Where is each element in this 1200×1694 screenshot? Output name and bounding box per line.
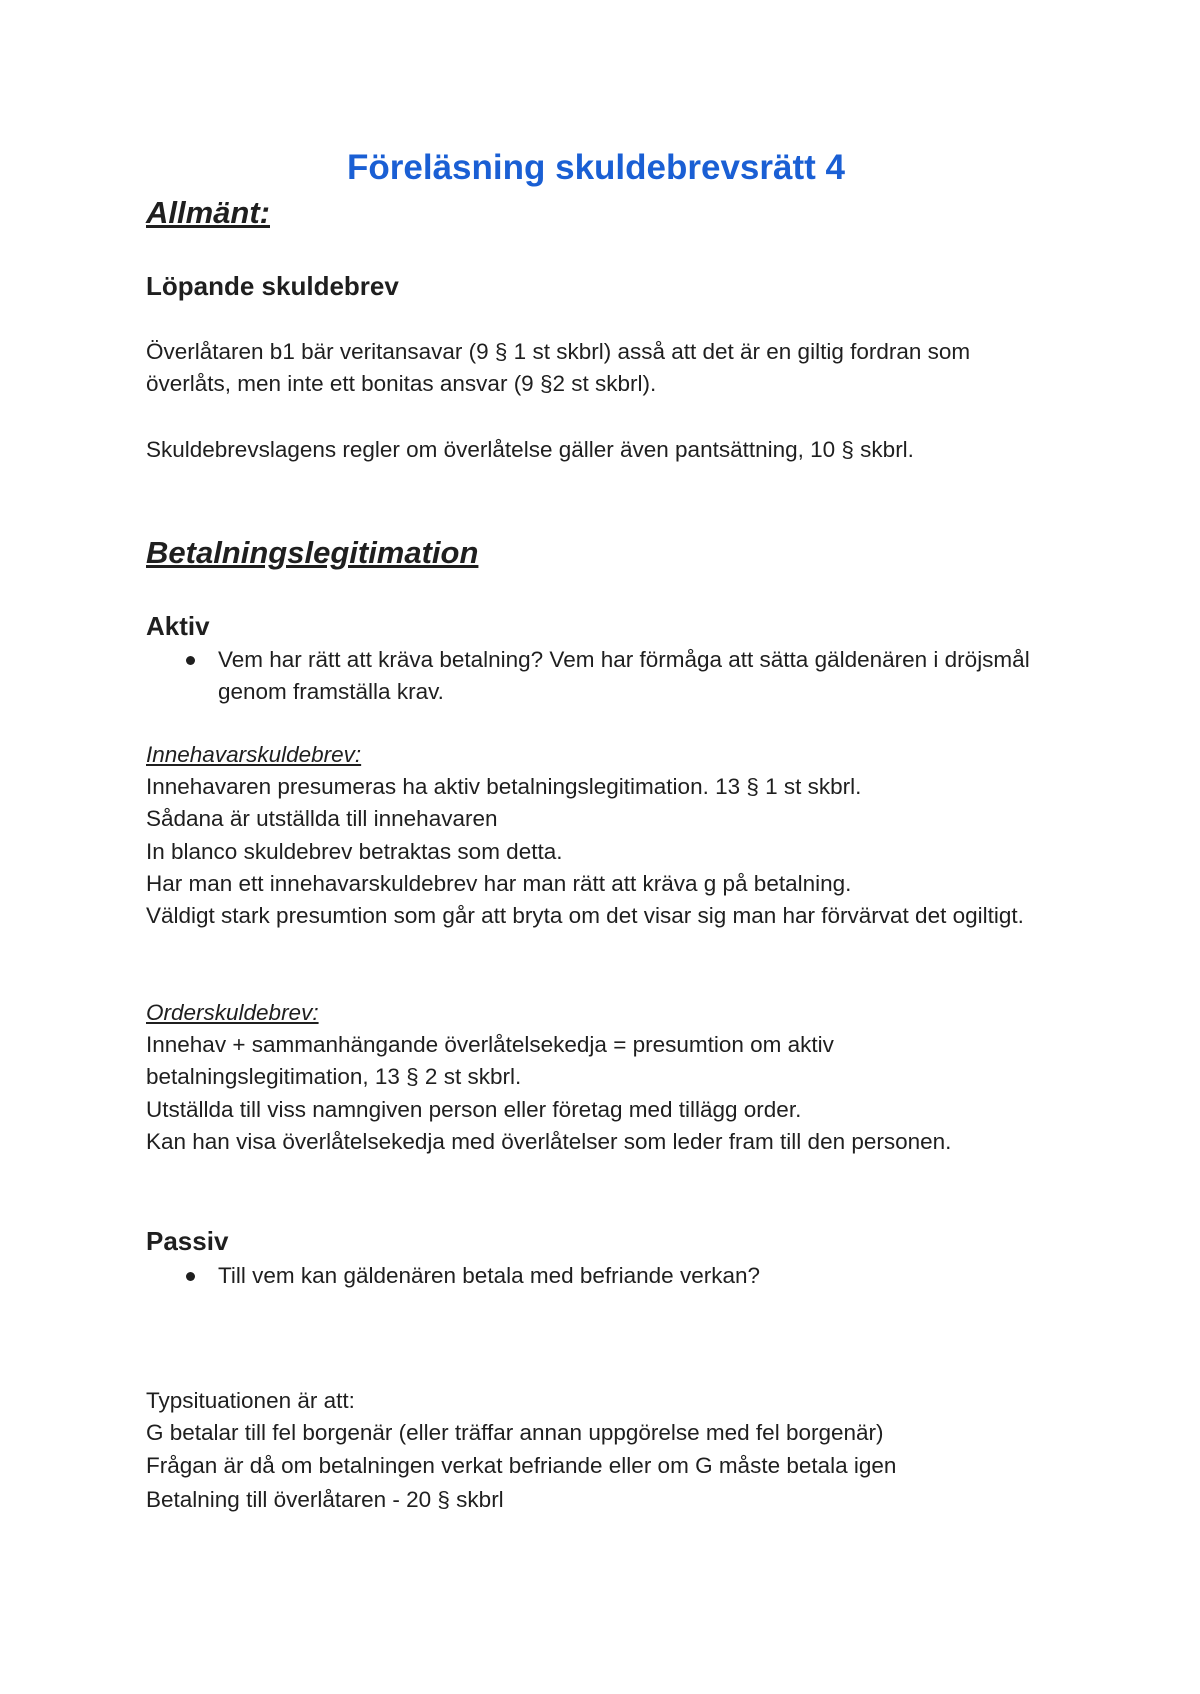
- innehavar-lines: [146, 771, 1046, 932]
- text-line: Väldigt stark presumtion som går att bryta om det visar sig man har förvärvat det ogiltigt.: [146, 903, 1024, 929]
- order-lines: [146, 1029, 1046, 1158]
- paragraph-overlataren: Överlåtaren b1 bär veritansavar (9 § 1 st skbrl) asså att det är en giltig fordran som överlåts, men inte ett bonitas ansvar (9 §2 st skbrl).: [146, 339, 971, 397]
- text-line: Sådana är utställda till innehavaren: [146, 806, 498, 832]
- bullet-text: Vem har rätt att kräva betalning? Vem har förmåga att sätta gäldenären i dröjsmål genom framställa krav.: [218, 647, 1030, 705]
- heading-passiv: Passiv: [146, 1226, 229, 1256]
- typsituation-lines: [146, 1385, 1046, 1482]
- text-line: Utställda till viss namngiven person eller företag med tillägg order.: [146, 1096, 802, 1122]
- bullet-icon: [186, 656, 195, 665]
- text-line: In blanco skuldebrev betraktas som detta.: [146, 838, 563, 864]
- bullet-text: Till vem kan gäldenären betala med befriande verkan?: [218, 1263, 760, 1288]
- heading-aktiv: Aktiv: [146, 611, 210, 641]
- text-line: Kan han visa överlåtelsekedja med överlåtelser som leder fram till den personen.: [146, 1128, 952, 1154]
- bullet-icon: [186, 1272, 195, 1281]
- paragraph-betalning-overlataren: Betalning till överlåtaren - 20 § skbrl: [146, 1487, 504, 1512]
- list-item: [146, 1260, 1046, 1292]
- label-orderskuldebrev: Orderskuldebrev:: [146, 1000, 319, 1025]
- paragraph-pantsattning: Skuldebrevslagens regler om överlåtelse gäller även pantsättning, 10 § skbrl.: [146, 437, 914, 462]
- text-line: Innehavaren presumeras ha aktiv betalningslegitimation. 13 § 1 st skbrl.: [146, 774, 862, 799]
- label-innehavarskuldebrev: Innehavarskuldebrev:: [146, 742, 362, 767]
- heading-betalningslegitimation: Betalningslegitimation: [146, 535, 479, 570]
- page-title: Föreläsning skuldebrevsrätt 4: [347, 148, 845, 187]
- subheading-lopande-skuldebrev: Löpande skuldebrev: [146, 271, 399, 301]
- list-item: [146, 644, 1046, 709]
- text-line: Har man ett innehavarskuldebrev har man rätt att kräva g på betalning.: [146, 870, 852, 896]
- text-line: Frågan är då om betalningen verkat befriande eller om G måste betala igen: [146, 1452, 897, 1478]
- aktiv-bullet-list: [146, 644, 1046, 709]
- passiv-bullet-list: [146, 1260, 1046, 1292]
- text-line: Innehav + sammanhängande överlåtelsekedja = presumtion om aktiv betalningslegitimation, 13 § 2 st skbrl.: [146, 1032, 834, 1090]
- text-line: Typsituationen är att:: [146, 1388, 355, 1413]
- heading-allmant: Allmänt:: [146, 195, 270, 230]
- text-line: G betalar till fel borgenär (eller träffar annan uppgörelse med fel borgenär): [146, 1420, 884, 1446]
